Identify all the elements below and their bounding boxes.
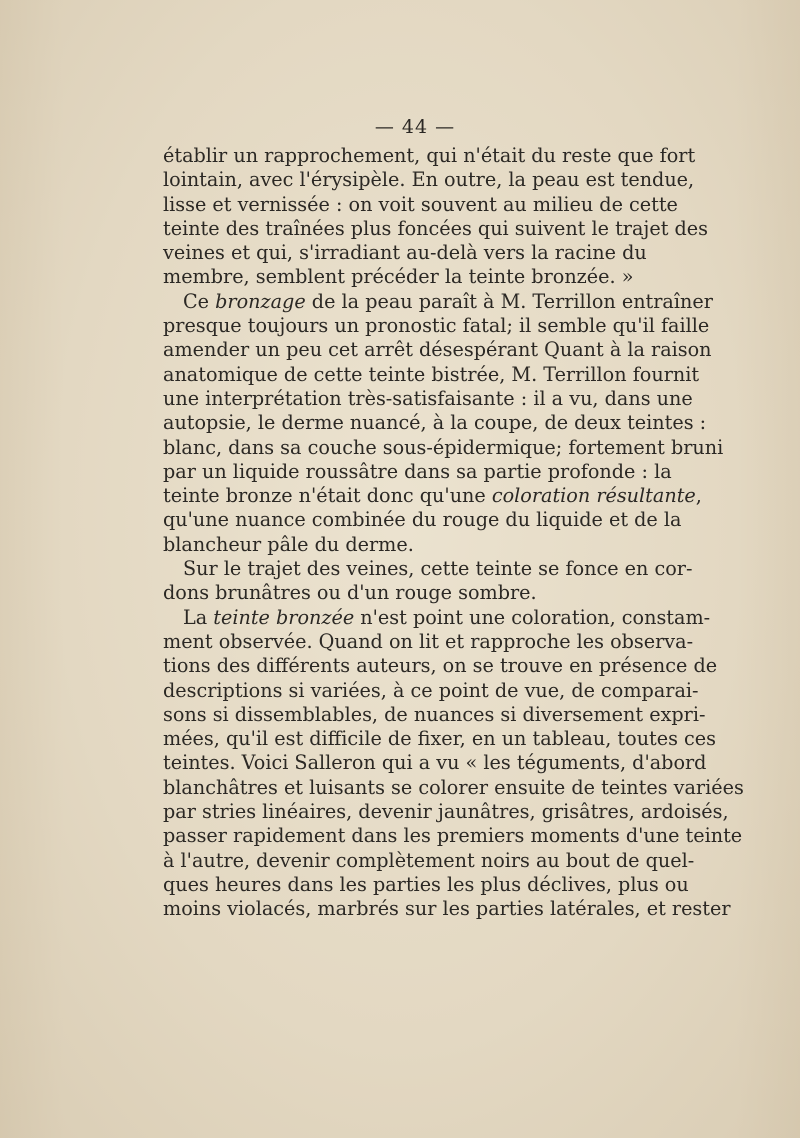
text-line: mées, qu'il est difficile de fixer, en un tableau, toutes ces xyxy=(163,727,717,751)
page-number: — 44 — xyxy=(374,116,456,138)
text-line: à l'autre, devenir complètement noirs au bout de quel- xyxy=(163,848,695,872)
text-fragment: teinte bronze n'était donc qu'une xyxy=(163,484,492,508)
text-fragment: n'est point une coloration, constam- xyxy=(354,605,711,629)
text-fragment: , xyxy=(695,484,702,508)
text-line: descriptions si variées, à ce point de vue, de comparai- xyxy=(163,678,699,702)
text-line: ment observée. Quand on lit et rapproche les observa- xyxy=(163,629,694,653)
text-line xyxy=(163,289,713,314)
text-line: tions des différents auteurs, on se trouve en présence de xyxy=(163,654,718,678)
text-line: blanc, dans sa couche sous-épidermique; fortement bruni xyxy=(163,435,724,459)
text-line: amender un peu cet arrêt désespérant Quant à la raison xyxy=(163,338,712,362)
text-line: par un liquide roussâtre dans sa partie profonde : la xyxy=(163,459,672,483)
text-line: lointain, avec l'érysipèle. En outre, la peau est tendue, xyxy=(163,168,695,192)
italic-term: coloration résultante xyxy=(491,484,696,508)
text-line: sons si dissemblables, de nuances si diversement expri- xyxy=(163,702,706,726)
text-line xyxy=(163,484,702,508)
italic-term: teinte bronzée xyxy=(213,605,355,629)
text-line: une interprétation très-satisfaisante : il a vu, dans une xyxy=(163,386,693,410)
text-line: autopsie, le derme nuancé, à la coupe, de deux teintes : xyxy=(163,411,707,435)
italic-term: bronzage xyxy=(215,289,306,313)
text-line: teintes. Voici Salleron qui a vu « les téguments, d'abord xyxy=(163,751,707,775)
body-text xyxy=(163,144,744,922)
text-line: anatomique de cette teinte bistrée, M. Terrillon fournit xyxy=(163,362,700,386)
text-line: membre, semblent précéder la teinte bronzée. » xyxy=(163,265,634,289)
text-line: blanchâtres et luisants se colorer ensuite de teintes variées xyxy=(163,775,744,799)
text-fragment: Ce xyxy=(183,289,216,313)
text-line: blancheur pâle du derme. xyxy=(163,532,414,556)
text-line: ques heures dans les parties les plus déclives, plus ou xyxy=(163,872,689,896)
text-line: teinte des traînées plus foncées qui suivent le trajet des xyxy=(163,216,709,240)
text-line: lisse et vernissée : on voit souvent au milieu de cette xyxy=(163,192,678,216)
text-line: établir un rapprochement, qui n'était du reste que fort xyxy=(163,144,696,167)
text-line: passer rapidement dans les premiers moments d'une teinte xyxy=(163,824,743,848)
text-fragment: La xyxy=(183,605,214,629)
text-line: Sur le trajet des veines, cette teinte se fonce en cor- xyxy=(183,557,693,581)
text-line: par stries linéaires, devenir jaunâtres, grisâtres, ardoisés, xyxy=(163,800,729,824)
text-line: veines et qui, s'irradiant au-delà vers la racine du xyxy=(163,241,647,265)
text-fragment: de la peau paraît à M. Terrillon entraîner xyxy=(305,289,713,313)
text-line xyxy=(163,605,711,630)
text-line: dons brunâtres ou d'un rouge sombre. xyxy=(163,581,537,605)
text-line: moins violacés, marbrés sur les parties latérales, et rester xyxy=(163,897,731,921)
text-line: qu'une nuance combinée du rouge du liquide et de la xyxy=(163,508,682,532)
text-line: presque toujours un pronostic fatal; il semble qu'il faille xyxy=(163,314,710,338)
